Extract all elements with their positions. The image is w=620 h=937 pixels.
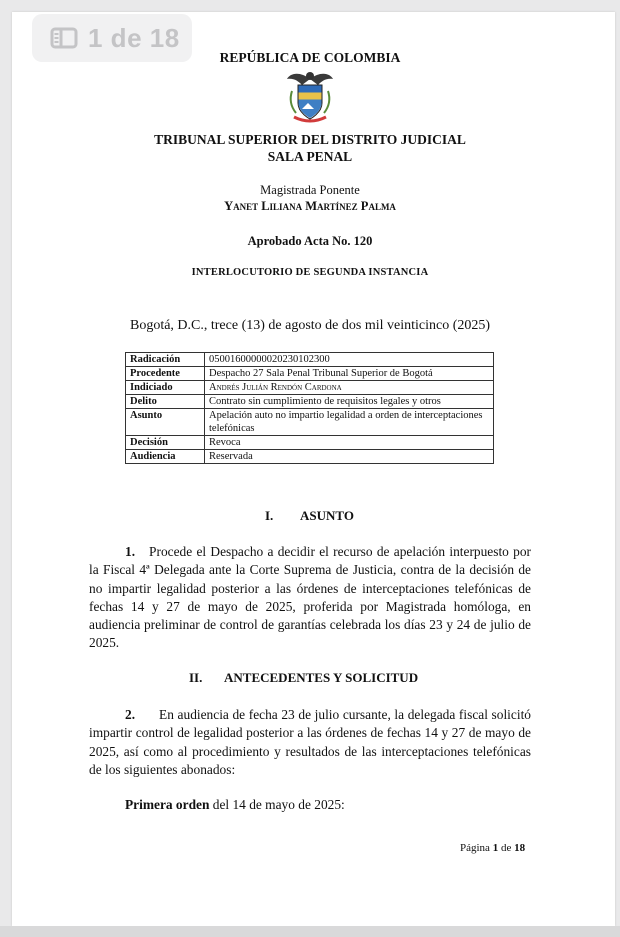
row-key: Delito [126,395,205,409]
first-order-date: del 14 de mayo de 2025: [209,797,345,812]
row-key: Audiencia [126,450,205,464]
table-row [126,395,494,409]
row-value: Apelación auto no impartio legalidad a orden de interceptaciones telefónicas [205,409,494,436]
table-row [126,367,494,381]
footer-total-pages: 18 [514,842,526,854]
table-row [126,450,494,464]
next-page-edge [0,926,620,937]
section-2-title: ANTECEDENTES Y SOLICITUD [224,670,419,685]
row-key: Asunto [126,409,205,436]
row-value: 05001600000020230102300 [205,353,494,367]
case-info-table [125,352,494,464]
coat-of-arms-icon [286,69,334,125]
paragraph-2-number: 2. [125,707,136,722]
table-row [126,381,494,395]
date-line: Bogotá, D.C., trece (13) de agosto de dos mil veinticinco (2025) [129,318,491,333]
paragraph-1-text: Procede el Despacho a decidir el recurso de apelación interpuesto por la Fiscal 4ª Delegada ante la Corte Suprema de Justicia, contra de la decisión de no impartir legalidad posterior a las órdenes de interceptaciones telefónicas de fechas 14 y 27 de mayo de 2025, proferida por Magistrada homóloga, en audiencia preliminar de control de garantías celebrada los días 23 y 24 de julio de 2025. [89,544,531,651]
footer-current-page: 1 [492,842,499,854]
table-row [126,436,494,450]
paragraph-1-number: 1. [125,544,136,559]
tribunal-heading [0,131,620,165]
magistrate-label: Magistrada Ponente [260,183,360,197]
sidebar-toggle-icon[interactable] [50,27,78,49]
footer-separator: de [500,842,512,854]
document-type: INTERLOCUTORIO DE SEGUNDA INSTANCIA [191,267,429,278]
row-value: Despacho 27 Sala Penal Tribunal Superior de Bogotá [205,367,494,381]
section-1-number: I. [265,508,274,523]
row-value: Revoca [205,436,494,450]
approval-act: Aprobado Acta No. 120 [247,234,373,248]
page-counter-text: 1 de 18 [88,22,180,53]
tribunal-name: TRIBUNAL SUPERIOR DEL DISTRITO JUDICIAL [154,132,466,147]
row-value: Contrato sin cumplimiento de requisitos legales y otros [205,395,494,409]
row-key: Indiciado [126,381,205,395]
page-footer [460,842,525,854]
section-2-number: II. [189,670,203,685]
country-heading: REPÚBLICA DE COLOMBIA [219,50,401,65]
section-1-title: ASUNTO [300,508,354,523]
footer-label: Página [460,842,490,854]
row-value: Reservada [205,450,494,464]
chamber-name: SALA PENAL [267,149,353,164]
row-key: Radicación [126,353,205,367]
first-order-line [125,797,345,813]
row-value: Andrés Julián Rendón Cardona [205,381,494,395]
table-row [126,409,494,436]
magistrate-name: Yanet Liliana Martínez Palma [224,199,396,213]
paragraph-2 [89,706,531,779]
paragraph-1 [89,543,531,653]
table-row [126,353,494,367]
row-key: Decisión [126,436,205,450]
row-key: Procedente [126,367,205,381]
paragraph-2-text: En audiencia de fecha 23 de julio cursante, la delegada fiscal solicitó impartir control de legalidad posterior a las órdenes de fechas 14 y 27 de mayo de 2025, así como al procedimiento y resultados de las interceptaciones telefónicas de los siguientes abonados: [89,707,531,777]
first-order-label: Primera orden [125,797,210,812]
